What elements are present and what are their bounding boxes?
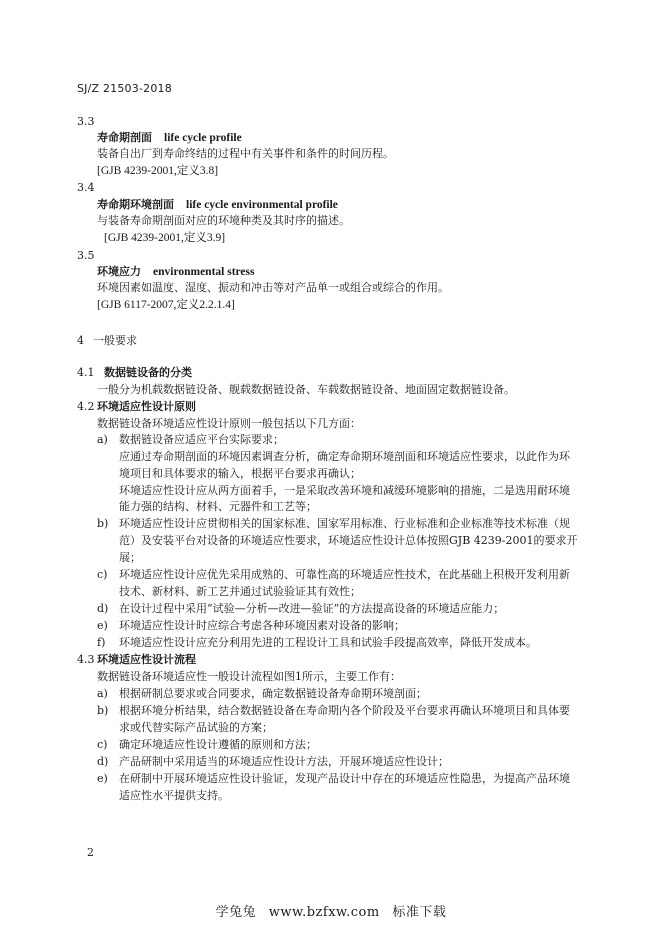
list-label: e) [97, 619, 108, 632]
list-label: b) [97, 704, 109, 717]
term-en: life cycle environmental profile [186, 199, 338, 211]
list-label: f) [97, 636, 106, 649]
term-definition: 与装备寿命期剖面对应的环境种类及其时序的描述。 [97, 214, 350, 227]
clause-number: 3.4 [77, 181, 95, 194]
paragraph: 一般分为机载数据链设备、舰载数据链设备、车载数据链设备、地面固定数据链设备。 [97, 383, 515, 396]
list-line: 根据环境分析结果，结合数据链设备在寿命期内各个阶段及平台要求再确认环境项目和具体要 [119, 704, 570, 717]
clause-number: 3.3 [77, 115, 95, 128]
list-line: 应通过寿命期剖面的环境因素调查分析，确定寿命期环境剖面和环境适应性要求，以此作为环 [119, 450, 570, 463]
term-definition: 装备自出厂到寿命终结的过程中有关事件和条件的时间历程。 [97, 147, 394, 160]
footer-tagline: 标准下载 [392, 905, 447, 920]
clause-number: 3.5 [77, 249, 95, 262]
term-reference: [GJB 6117-2007,定义2.2.1.4] [97, 299, 235, 311]
list-line: 环境适应性设计时应综合考虑各种环境因素对设备的影响； [119, 619, 405, 632]
term-en: environmental stress [153, 266, 255, 278]
term-reference: [GJB 4239-2001,定义3.9] [104, 232, 226, 244]
list-line: 能力强的结构、材料、元器件和工艺等； [119, 500, 317, 513]
list-line: 环境适应性设计应充分利用先进的工程设计工具和试验手段提高效率，降低开发成本。 [119, 636, 537, 649]
term-zh: 寿命期剖面 [97, 131, 152, 144]
paragraph: 数据链设备环境适应性设计原则一般包括以下几方面： [97, 417, 361, 430]
clause-title: 环境适应性设计流程 [97, 653, 196, 666]
clause-title: 数据链设备的分类 [104, 366, 192, 379]
list-label: d) [97, 602, 109, 615]
clause-number: 4.1 [77, 366, 95, 379]
clause-number: 4.2 [77, 400, 95, 413]
list-line: 展； [119, 551, 141, 564]
list-line: 数据链设备应适应平台实际要求； [119, 433, 284, 446]
page-number: 2 [87, 846, 94, 859]
list-line: 环境适应性设计应从两方面着手，一是采取改善环境和减缓环境影响的措施，二是选用耐环境 [119, 484, 570, 497]
list-label: c) [97, 738, 108, 751]
footer-watermark [0, 906, 662, 920]
list-label: d) [97, 755, 109, 768]
term-zh: 寿命期环境剖面 [97, 198, 174, 211]
clause-title: 环境适应性设计原则 [97, 400, 196, 413]
footer-url[interactable]: www.bzfxw.com [268, 905, 380, 920]
list-line: 确定环境适应性设计遵循的原则和方法； [119, 738, 317, 751]
term-heading [97, 131, 242, 145]
footer-site-name: 学兔兔 [215, 905, 257, 920]
term-en: life cycle profile [164, 132, 242, 144]
list-line: 技术、新材料、新工艺并通过试验验证其有效性； [119, 585, 361, 598]
term-heading [97, 265, 254, 279]
section-number: 4 [77, 334, 84, 347]
list-line: 境项目和具体要求的输入，根据平台要求再确认； [119, 467, 361, 480]
list-label: c) [97, 568, 108, 581]
section-title: 一般要求 [93, 334, 137, 347]
standard-number: SJ/Z 21503-2018 [77, 82, 172, 95]
list-line: 根据研制总要求或合同要求，确定数据链设备寿命期环境剖面； [119, 687, 427, 700]
list-line: 适应性水平提供支持。 [119, 789, 229, 802]
list-line: 在设计过程中采用“试验—分析—改进—验证”的方法提高设备的环境适应能力； [119, 602, 505, 615]
list-label: a) [97, 433, 108, 446]
list-line: 求或代替实际产品试验的方案； [119, 721, 273, 734]
list-line: 环境适应性设计应贯彻相关的国家标准、国家军用标准、行业标准和企业标准等技术标准（规 [119, 517, 570, 530]
list-label: b) [97, 517, 109, 530]
term-heading [97, 198, 338, 212]
list-line: 产品研制中采用适当的环境适应性设计方法，开展环境适应性设计； [119, 755, 449, 768]
list-line: 在研制中开展环境适应性设计验证，发现产品设计中存在的环境适应性隐患，为提高产品环境 [119, 772, 570, 785]
list-line: 环境适应性设计应优先采用成熟的、可靠性高的环境适应性技术，在此基础上积极开发利用新 [119, 568, 570, 581]
list-label: e) [97, 772, 108, 785]
term-definition: 环境因素如温度、湿度、振动和冲击等对产品单一或组合或综合的作用。 [97, 281, 449, 294]
term-reference: [GJB 4239-2001,定义3.8] [97, 165, 219, 177]
clause-number: 4.3 [77, 653, 95, 666]
paragraph: 数据链设备环境适应性一般设计流程如图1所示，主要工作有： [97, 670, 401, 683]
list-line: 范）及安装平台对设备的环境适应性要求，环境适应性设计总体按照GJB 4239-2001的要求开 [119, 534, 578, 547]
term-zh: 环境应力 [97, 265, 141, 278]
list-label: a) [97, 687, 108, 700]
